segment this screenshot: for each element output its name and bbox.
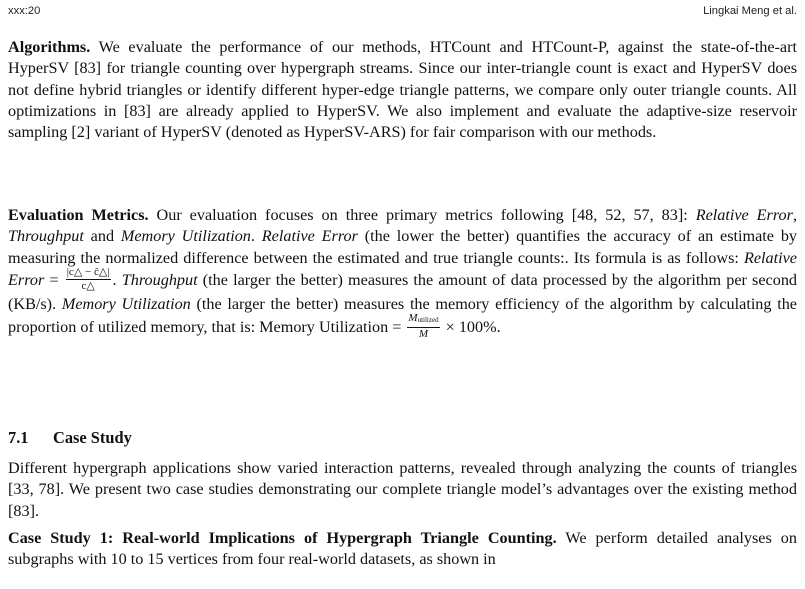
text-sep: . [112,271,122,290]
text-sep: , [792,206,797,224]
formula-denominator: c△ [81,279,95,292]
paragraph-heading-case-1: Case Study 1: Real-world Implications of Hypergraph Triangle Counting. [8,529,557,547]
formula-numerator [407,313,439,328]
metric-name: Relative Error [8,248,797,290]
memory-utilization-formula [407,313,439,340]
paragraph-text: We perform detailed analyses on subgraphs with 10 to 15 vertices from four real-world datasets, as shown in [8,529,797,569]
paragraph-heading-metrics: Evaluation Metrics. [8,206,149,224]
formula-denominator [407,328,439,340]
paragraph-text: (the larger the better) measures the memory efficiency of the algorithm by calculating the proportion of utilized memory, that is: Memory Utilization = [8,294,797,337]
section-number: 7.1 [8,428,29,447]
running-header [8,5,797,19]
formula-numerator: |c△ − ĉ△| [66,265,110,278]
relative-error-formula [66,267,111,292]
author-running-head: Lingkai Meng et al. [703,5,797,17]
paragraph-case-intro [8,458,797,522]
section-heading [8,428,132,448]
page-label: xxx:20 [8,5,41,17]
formula-subscript: utilized [417,316,439,325]
text-sep: = [44,271,64,290]
text-sep: . [250,227,262,246]
section-title: Case Study [53,428,132,447]
paragraph-text: × 100%. [441,318,501,337]
metric-name: Memory Utilization [120,227,251,246]
paragraph-text: We evaluate the performance of our methods, HTCount and HTCount-P, against the state-of-the-art HyperSV [83] for triangle counting over hypergraph streams. Since our inter-triangle count is exact and HyperSV does not define hybrid triangles or identify different hyper-edge triangle patterns, we compare only outer triangle counts. All optimizations in [83] are already applied to HyperSV. We also implement and evaluate the adaptive-size reservoir sampling [2] variant of HyperSV (denoted as HyperSV-ARS) for fair comparison with our methods. [8,38,797,142]
paragraph-algorithms [8,37,797,143]
paragraph-case-study-1 [8,528,797,571]
paragraph-evaluation-metrics [8,205,797,342]
paragraph-text: Our evaluation focuses on three primary metrics following [48, 52, 57, 83]: [148,206,696,224]
formula-symbol: M [408,312,418,325]
metric-name: Relative Error [261,227,358,246]
formula-symbol: M [418,328,429,341]
metric-name: Memory Utilization [61,294,191,313]
metric-name: Throughput [121,271,198,290]
paragraph-text: (the larger the better) measures the amount of data processed by the algorithm per second (KB/s). [8,271,798,313]
text-sep: and [83,227,121,246]
paragraph-text: Different hypergraph applications show varied interaction patterns, revealed through analyzing the counts of triangles [33, 78]. We present two case studies demonstrating our complete triangle model’s advantages over the existing method [83]. [8,459,797,520]
metric-name: Relative Error [695,206,793,224]
metric-name: Throughput [8,227,84,246]
paragraph-heading-algorithms: Algorithms. [8,38,91,56]
paragraph-text: (the lower the better) quantifies the accuracy of an estimate by measuring the normalized difference between the estimated and true triangle counts:. Its formula is as follows: [8,227,798,267]
